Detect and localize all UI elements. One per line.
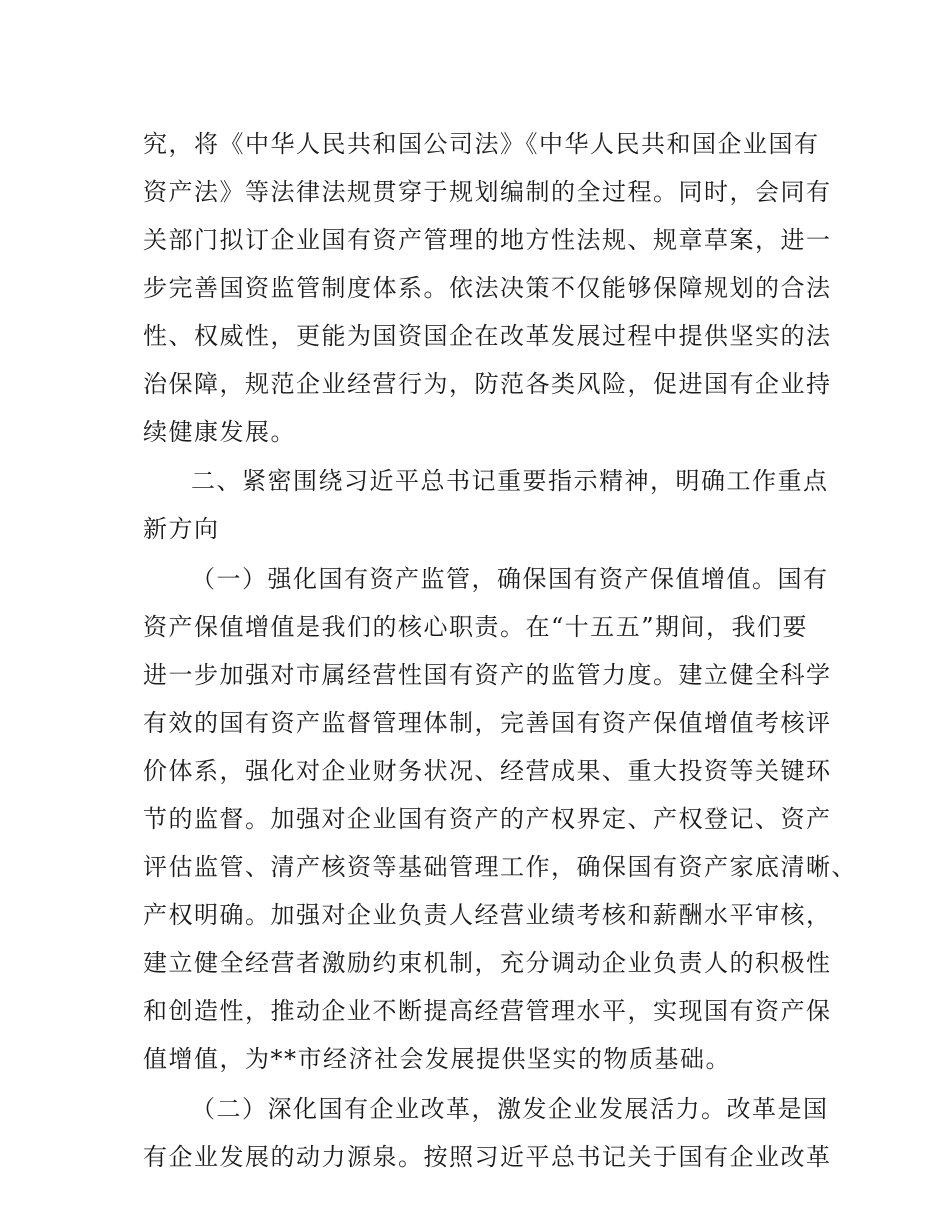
text-line: 评估监管、清产核资等基础管理工作，确保国有资产家底清晰、: [143, 853, 857, 881]
text-line: 价体系，强化对企业财务状况、经营成果、重大投资等关键环: [143, 757, 832, 785]
text-line: （一）强化国有资产监管，确保国有资产保值增值。国有: [191, 565, 829, 593]
text-line: 进一步加强对市属经营性国有资产的监管力度。建立健全科学: [143, 661, 832, 689]
text-line: 有效的国有资产监督管理体制，完善国有资产保值增值考核评: [143, 709, 832, 737]
text-line: 节的监督。加强对企业国有资产的产权界定、产权登记、资产: [143, 805, 832, 833]
text-line: 值增值，为**市经济社会发展提供坚实的物质基础。: [143, 1045, 731, 1073]
text-line: 续健康发展。: [143, 418, 296, 446]
text-line: 资产法》等法律法规贯穿于规划编制的全过程。同时，会同有: [143, 178, 832, 206]
text-line: 步完善国资监管制度体系。依法决策不仅能够保障规划的合法: [143, 274, 832, 302]
text-line: 资产保值增值是我们的核心职责。在“十五五”期间，我们要: [143, 613, 809, 641]
text-line: 和创造性，推动企业不断提高经营管理水平，实现国有资产保: [143, 997, 832, 1025]
text-line: 究，将《中华人民共和国公司法》《中华人民共和国企业国有: [143, 130, 820, 158]
text-line: （二）深化国有企业改革，激发企业发展活力。改革是国: [191, 1095, 829, 1123]
section-heading-line: 二、紧密围绕习近平总书记重要指示精神，明确工作重点: [191, 467, 829, 495]
text-line: 建立健全经营者激励约束机制，充分调动企业负责人的积极性: [143, 949, 832, 977]
text-line: 治保障，规范企业经营行为，防范各类风险，促进国有企业持: [143, 370, 832, 398]
section-heading-line: 新方向: [143, 515, 220, 543]
text-line: 性、权威性，更能为国资国企在改革发展过程中提供坚实的法: [143, 322, 832, 350]
text-line: 关部门拟订企业国有资产管理的地方性法规、规章草案，进一: [143, 226, 832, 254]
text-line: 产权明确。加强对企业负责人经营业绩考核和薪酬水平审核，: [143, 901, 832, 929]
text-line: 有企业发展的动力源泉。按照习近平总书记关于国有企业改革: [143, 1143, 832, 1171]
